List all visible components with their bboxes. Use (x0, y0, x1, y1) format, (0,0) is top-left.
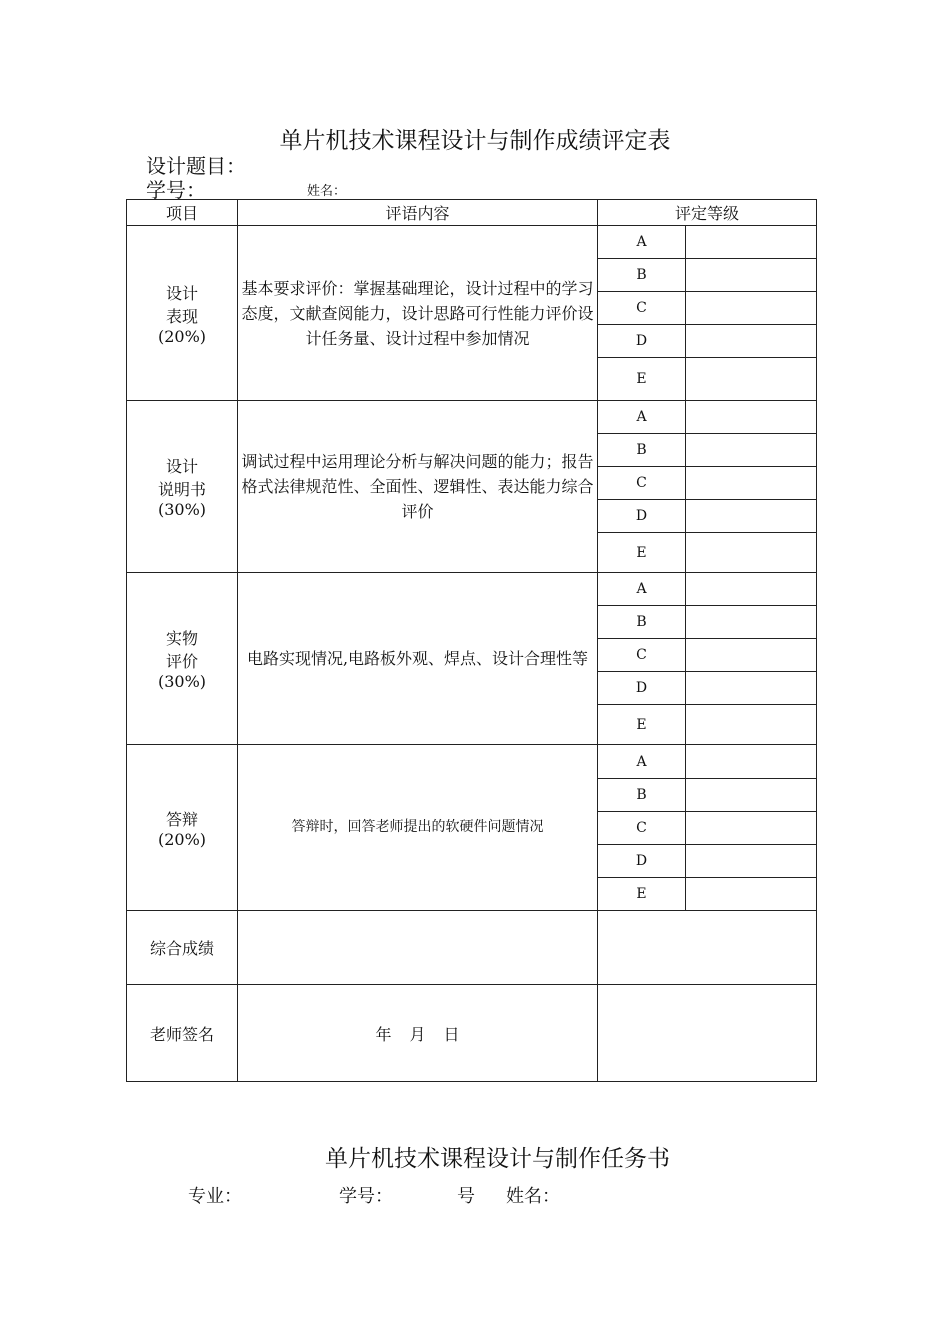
level-label: C (598, 639, 686, 672)
signature-date-cell[interactable] (238, 985, 598, 1082)
student-no-label: 学号： (146, 178, 206, 202)
level-value-cell[interactable] (686, 639, 817, 672)
section-desc-2: 调试过程中运用理论分析与解决问题的能力；报告格式法律规范性、全面性、逻辑性、表达能力综合评价 (238, 401, 598, 573)
level-value-cell[interactable] (686, 467, 817, 500)
task-name-label: 姓名： (506, 1186, 560, 1207)
teacher-signature-cell[interactable] (598, 985, 817, 1082)
header-grade: 评定等级 (598, 200, 817, 226)
level-label: A (598, 573, 686, 606)
level-label: E (598, 358, 686, 401)
section-name-3: 实物 评价 (30%) (127, 573, 238, 745)
table-row (127, 573, 817, 606)
level-label: C (598, 467, 686, 500)
hao-label: 号 (457, 1186, 475, 1207)
level-value-cell[interactable] (686, 573, 817, 606)
level-value-cell[interactable] (686, 745, 817, 779)
section-name-1: 设计 表现 (20%) (127, 226, 238, 401)
overall-label: 综合成绩 (127, 911, 238, 985)
level-label: A (598, 745, 686, 779)
level-label: D (598, 845, 686, 878)
teacher-row (127, 985, 817, 1082)
teacher-label: 老师签名 (127, 985, 238, 1082)
header-row (127, 200, 817, 226)
overall-comment-cell[interactable] (238, 911, 598, 985)
level-label: D (598, 672, 686, 705)
level-label: D (598, 325, 686, 358)
level-value-cell[interactable] (686, 358, 817, 401)
level-value-cell[interactable] (686, 292, 817, 325)
major-label: 专业： (188, 1186, 242, 1207)
date-day: 日 (443, 1024, 460, 1044)
level-value-cell[interactable] (686, 325, 817, 358)
date-year: 年 (375, 1024, 392, 1044)
level-label: E (598, 878, 686, 911)
level-value-cell[interactable] (686, 845, 817, 878)
level-label: B (598, 434, 686, 467)
table-row (127, 745, 817, 779)
form-title: 单片机技术课程设计与制作成绩评定表 (279, 128, 671, 154)
level-label: B (598, 606, 686, 639)
header-comment: 评语内容 (238, 200, 598, 226)
student-name-label: 姓名： (307, 184, 347, 199)
topic-label: 设计题目： (146, 154, 246, 178)
overall-row (127, 911, 817, 985)
level-label: E (598, 705, 686, 745)
date-month: 月 (409, 1024, 426, 1044)
level-label: C (598, 292, 686, 325)
level-value-cell[interactable] (686, 401, 817, 434)
section-desc-1: 基本要求评价：掌握基础理论，设计过程中的学习态度，文献查阅能力，设计思路可行性能力评价设计任务量、设计过程中参加情况 (238, 226, 598, 401)
level-value-cell[interactable] (686, 606, 817, 639)
level-value-cell[interactable] (686, 226, 817, 259)
level-value-cell[interactable] (686, 812, 817, 845)
section-name-4: 答辩 (20%) (127, 745, 238, 911)
level-label: C (598, 812, 686, 845)
level-label: A (598, 226, 686, 259)
task-title: 单片机技术课程设计与制作任务书 (325, 1146, 670, 1172)
task-student-no-label: 学号： (339, 1186, 393, 1207)
level-label: B (598, 259, 686, 292)
level-value-cell[interactable] (686, 434, 817, 467)
header-item: 项目 (127, 200, 238, 226)
level-value-cell[interactable] (686, 878, 817, 911)
level-value-cell[interactable] (686, 500, 817, 533)
level-value-cell[interactable] (686, 705, 817, 745)
level-label: B (598, 779, 686, 812)
section-desc-4: 答辩时，回答老师提出的软硬件问题情况 (238, 745, 598, 911)
level-value-cell[interactable] (686, 533, 817, 573)
section-name-2: 设计 说明书 (30%) (127, 401, 238, 573)
level-label: D (598, 500, 686, 533)
level-value-cell[interactable] (686, 672, 817, 705)
level-label: E (598, 533, 686, 573)
level-value-cell[interactable] (686, 259, 817, 292)
table-row (127, 226, 817, 259)
level-value-cell[interactable] (686, 779, 817, 812)
table-row (127, 401, 817, 434)
overall-grade-cell[interactable] (598, 911, 817, 985)
grade-table (126, 199, 817, 1082)
level-label: A (598, 401, 686, 434)
section-desc-3: 电路实现情况,电路板外观、焊点、设计合理性等 (238, 573, 598, 745)
